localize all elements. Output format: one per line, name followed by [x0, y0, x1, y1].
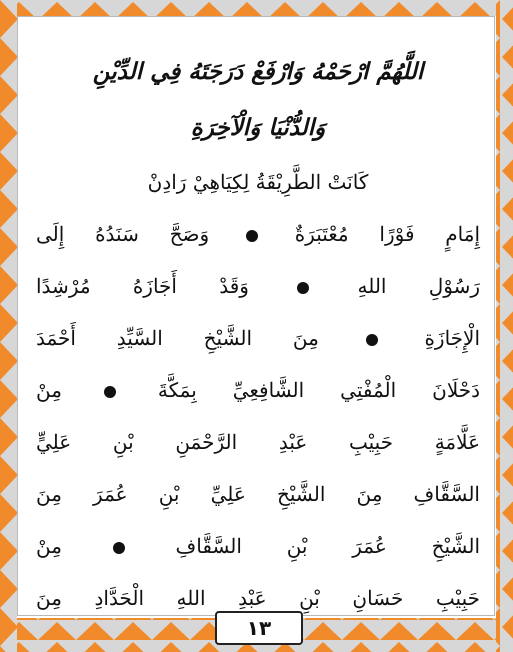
- text-segment: مِنْ: [36, 378, 62, 402]
- body-line-9: حَبِيْبِ حَسَانِ بْنِ عَبْدِ اللهِ الْحَدَّادِ مِنَ: [36, 586, 480, 610]
- page-number-label: ١٣: [246, 616, 272, 640]
- text-segment: إِمَامٍ فَوْرًا مُعْتَبَرَةٌ: [294, 222, 481, 246]
- bullet-icon: [297, 282, 309, 294]
- text-segment: مِنْ: [36, 534, 62, 558]
- bullet-icon: [113, 542, 125, 554]
- heading-line-2: وَالدُّنْيَا وَالْآخِرَةِ: [190, 115, 326, 141]
- body-line-8: [36, 520, 480, 572]
- text-segment: رَسُوْلِ اللهِ: [357, 274, 480, 298]
- body-line-6: عَلَّامَةٍ حَبِيْبِ عَبْدِ الرَّحْمَنِ بْنِ عَلِيٍّ: [36, 430, 480, 454]
- heading-line-1: اللَّهُمَّ ارْحَمْهُ وَارْفَعْ دَرَجَتَهُ فِي الدِّيْنِ: [92, 59, 424, 85]
- bullet-icon: [104, 386, 116, 398]
- text-segment: الْإِجَازَةِ: [424, 326, 480, 350]
- bullet-icon: [366, 334, 378, 346]
- body-line-7: السَّقَّافِ مِنَ الشَّيْخِ عَلِيِّ بْنِ عُمَرَ مِنَ: [36, 482, 480, 506]
- text-segment: وَصَحَّ سَنَدُهُ إِلَى: [36, 222, 210, 246]
- text-segment: مِنَ الشَّيْخِ السَّيِّدِ أَحْمَدَ: [36, 326, 319, 350]
- page-number: [215, 611, 303, 645]
- document-text: [36, 44, 480, 624]
- body-line-1: كَانَتْ الطَّرِيْقَةُ لِكِيَاهِيْ رَادِنْ: [147, 170, 369, 194]
- text-segment: الشَّيْخِ عُمَرَ بْنِ السَّقَّافِ: [175, 534, 481, 558]
- text-segment: دَحْلَانَ الْمُفْتِي الشَّافِعِيِّ بِمَكَّةَ: [157, 378, 481, 402]
- bullet-icon: [246, 230, 258, 242]
- body-line-3: [36, 260, 480, 312]
- text-segment: وَقَدْ أَجَازَهُ مُرْشِدًا: [36, 274, 249, 298]
- body-line-4: [36, 312, 480, 364]
- body-line-5: [36, 364, 480, 416]
- body-line-2: [36, 208, 480, 260]
